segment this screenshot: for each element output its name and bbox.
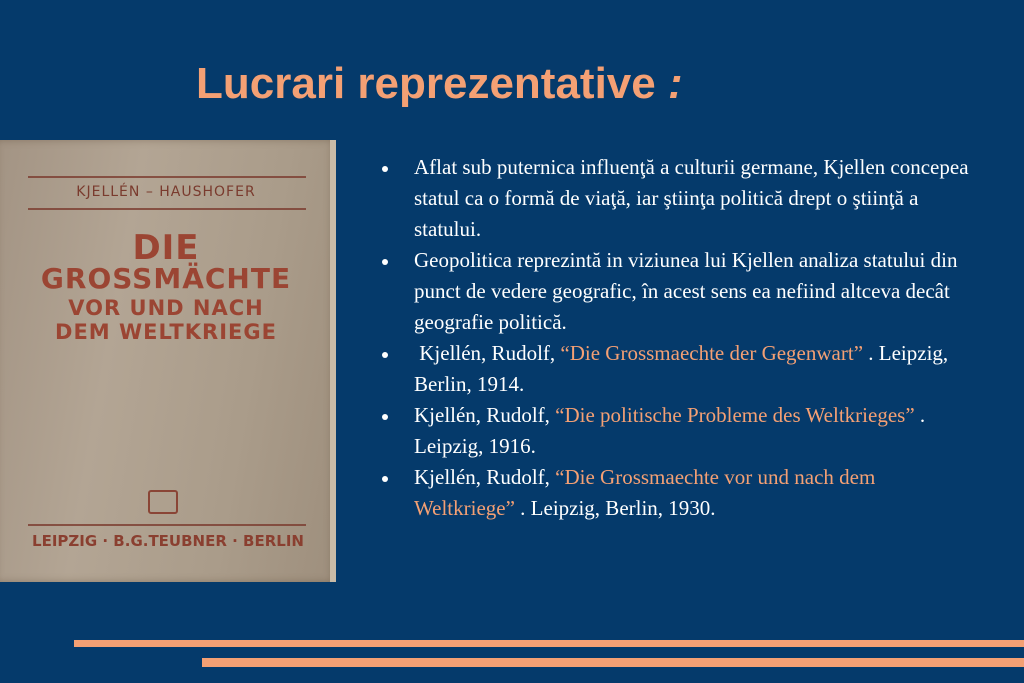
- slide-title-text: Lucrari reprezentative: [196, 59, 656, 108]
- reference-title: “Die Grossmaechte der Gegenwart”: [560, 341, 864, 365]
- reference-author: Kjellén, Rudolf,: [414, 341, 561, 365]
- book-cover-image: [0, 140, 336, 582]
- reference-publication: . Leipzig, Berlin, 1914.: [414, 341, 949, 396]
- reference-title: “Die politische Probleme des Weltkrieges”: [555, 403, 915, 427]
- bullet-item-geopolitics: [370, 245, 970, 338]
- bullet-dot-icon: [382, 166, 388, 172]
- reference-title: “Die Grossmaechte vor und nach dem Weltkriege”: [414, 465, 876, 520]
- reference-author: Kjellén, Rudolf,: [414, 465, 556, 489]
- bullet-item-reference-1914: [370, 338, 970, 400]
- bullet-dot-icon: [382, 259, 388, 265]
- book-title-line-2: GROSSMÄCHTE: [40, 262, 292, 295]
- book-title-line-1: DIE: [132, 228, 200, 268]
- cover-rule-above-publisher: [28, 524, 306, 526]
- reference-publication: . Leipzig, 1916.: [414, 403, 926, 458]
- bullet-text: Geopolitica reprezintă in viziunea lui Kjellen analiza statului din punct de vedere geografic, în acest sens ea nefiind altceva decât geografie politică.: [414, 248, 958, 334]
- publisher-emblem-icon: [148, 490, 178, 514]
- reference-author: Kjellén, Rudolf,: [414, 403, 556, 427]
- bullet-item-influence: [370, 152, 970, 245]
- reference-publication: . Leipzig, Berlin, 1930.: [514, 496, 716, 520]
- bullet-dot-icon: [382, 414, 388, 420]
- book-publisher: LEIPZIG · B.G.TEUBNER · BERLIN: [32, 532, 304, 550]
- cover-rule-top: [28, 176, 306, 178]
- decorative-bar-bottom: [202, 658, 1024, 667]
- bullet-item-reference-1930: [370, 462, 970, 524]
- cover-rule-under-authors: [28, 208, 306, 210]
- slide-title-colon: :: [667, 59, 683, 108]
- book-page-edge: [330, 140, 336, 582]
- book-authors: KJELLÉN – HAUSHOFER: [76, 184, 256, 200]
- bullet-text: Aflat sub puternica influenţă a culturii germane, Kjellen concepea statul ca o formă de viaţă, iar ştiinţa politică drept o ştiinţă a statului.: [414, 155, 969, 241]
- bullet-item-reference-1916: [370, 400, 970, 462]
- book-title-line-3: VOR UND NACH: [68, 296, 264, 320]
- decorative-bar-top: [74, 640, 1024, 647]
- bullet-dot-icon: [382, 352, 388, 358]
- bullet-dot-icon: [382, 476, 388, 482]
- slide-title: [196, 52, 683, 116]
- book-title-line-4: DEM WELTKRIEGE: [55, 320, 277, 344]
- bullet-list: [370, 152, 970, 524]
